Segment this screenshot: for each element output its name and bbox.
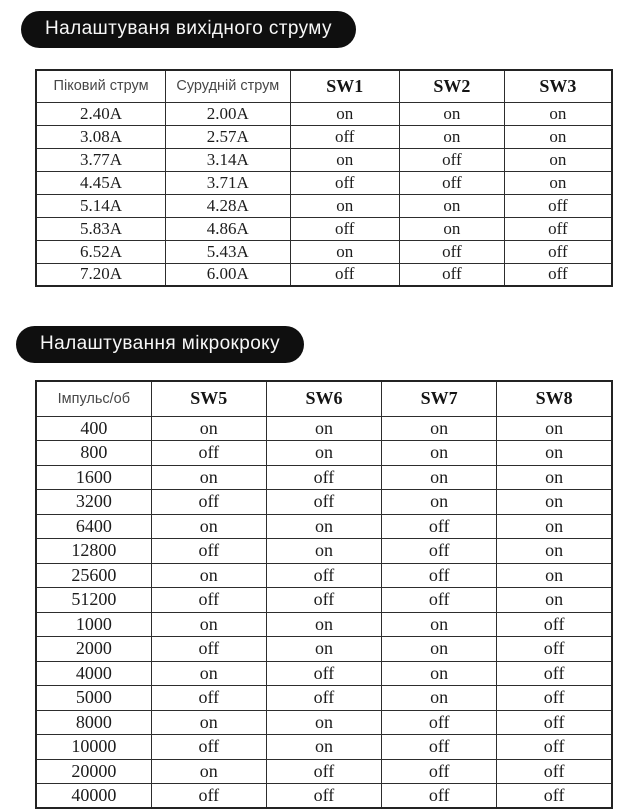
switch-state-cell: off [151, 490, 266, 515]
switch-state-cell: on [266, 514, 381, 539]
switch-state-cell: off [151, 588, 266, 613]
switch-state-cell: on [151, 759, 266, 784]
switch-state-cell: off [266, 661, 381, 686]
table-row [36, 563, 612, 588]
row-value-cell: 6400 [36, 514, 151, 539]
table-row [36, 637, 612, 662]
switch-state-cell: on [504, 148, 612, 171]
table-row [36, 759, 612, 784]
switch-state-cell: off [399, 171, 504, 194]
row-value-cell: 7.20A [36, 263, 166, 286]
switch-state-cell: off [151, 539, 266, 564]
table-row [36, 539, 612, 564]
switch-state-cell: off [382, 539, 497, 564]
switch-state-cell: off [399, 263, 504, 286]
switch-state-cell: off [151, 637, 266, 662]
row-value-cell: 5000 [36, 686, 151, 711]
switch-state-cell: off [266, 490, 381, 515]
switch-state-cell: on [382, 416, 497, 441]
switch-state-cell: off [382, 759, 497, 784]
row-value-cell: 2000 [36, 637, 151, 662]
row-value-cell: 25600 [36, 563, 151, 588]
switch-state-cell: 3.71A [166, 171, 290, 194]
switch-state-cell: off [504, 217, 612, 240]
switch-state-cell: off [266, 465, 381, 490]
table-row [36, 612, 612, 637]
table-row [36, 148, 612, 171]
table-row [36, 661, 612, 686]
switch-state-cell: on [290, 240, 399, 263]
switch-state-cell: on [497, 588, 612, 613]
row-value-cell: 5.83A [36, 217, 166, 240]
switch-state-cell: on [497, 490, 612, 515]
switch-state-cell: on [497, 563, 612, 588]
switch-state-cell: on [266, 637, 381, 662]
switch-state-cell: on [382, 441, 497, 466]
switch-state-cell: on [290, 148, 399, 171]
switch-state-cell: off [497, 612, 612, 637]
switch-state-cell: on [290, 194, 399, 217]
switch-state-cell: off [290, 263, 399, 286]
microstep-section [0, 287, 640, 809]
table-row [36, 194, 612, 217]
switch-state-cell: on [497, 539, 612, 564]
switch-state-cell: on [290, 102, 399, 125]
microstep-table [35, 380, 613, 809]
switch-state-cell: 3.14A [166, 148, 290, 171]
output-current-table [35, 69, 613, 287]
switch-state-cell: 2.00A [166, 102, 290, 125]
switch-state-cell: on [497, 514, 612, 539]
table-row [36, 217, 612, 240]
switch-state-cell: off [399, 240, 504, 263]
switch-state-cell: on [266, 416, 381, 441]
switch-state-cell: off [151, 784, 266, 809]
table-row [36, 240, 612, 263]
switch-state-cell: off [504, 240, 612, 263]
table-row [36, 441, 612, 466]
row-value-cell: 3200 [36, 490, 151, 515]
switch-state-cell: off [497, 661, 612, 686]
switch-state-cell: off [266, 563, 381, 588]
table-row [36, 588, 612, 613]
switch-state-cell: on [266, 539, 381, 564]
table-row [36, 514, 612, 539]
switch-state-cell: off [497, 735, 612, 760]
table-row [36, 102, 612, 125]
output-current-section [0, 0, 640, 287]
table-row [36, 416, 612, 441]
switch-state-cell: 2.57A [166, 125, 290, 148]
switch-state-cell: off [382, 588, 497, 613]
row-value-cell: 1600 [36, 465, 151, 490]
switch-state-cell: off [266, 784, 381, 809]
switch-state-cell: off [382, 710, 497, 735]
row-value-cell: 3.08A [36, 125, 166, 148]
switch-state-cell: on [151, 465, 266, 490]
switch-state-cell: 5.43A [166, 240, 290, 263]
row-value-cell: 8000 [36, 710, 151, 735]
row-value-cell: 10000 [36, 735, 151, 760]
column-header: Сурудній струм [166, 70, 290, 102]
switch-state-cell: on [504, 171, 612, 194]
microstep-table-header-row [36, 381, 612, 416]
switch-state-cell: off [382, 514, 497, 539]
row-value-cell: 800 [36, 441, 151, 466]
column-header: SW3 [504, 70, 612, 102]
switch-state-cell: on [382, 661, 497, 686]
row-value-cell: 1000 [36, 612, 151, 637]
row-value-cell: 20000 [36, 759, 151, 784]
column-header: Піковий струм [36, 70, 166, 102]
column-header: SW1 [290, 70, 399, 102]
switch-state-cell: on [151, 661, 266, 686]
table-row [36, 735, 612, 760]
column-header: Імпульс/об [36, 381, 151, 416]
column-header: SW5 [151, 381, 266, 416]
switch-state-cell: off [382, 784, 497, 809]
switch-state-cell: off [266, 759, 381, 784]
row-value-cell: 40000 [36, 784, 151, 809]
switch-state-cell: on [497, 465, 612, 490]
row-value-cell: 2.40A [36, 102, 166, 125]
switch-state-cell: off [504, 263, 612, 286]
row-value-cell: 4.45A [36, 171, 166, 194]
switch-state-cell: off [497, 784, 612, 809]
table-row [36, 125, 612, 148]
switch-state-cell: off [399, 148, 504, 171]
switch-state-cell: off [290, 125, 399, 148]
switch-state-cell: off [382, 735, 497, 760]
switch-state-cell: 4.28A [166, 194, 290, 217]
microstep-section-title: Налаштування мікрокроку [16, 326, 304, 363]
switch-state-cell: off [497, 710, 612, 735]
switch-state-cell: off [497, 686, 612, 711]
switch-state-cell: on [266, 441, 381, 466]
output-current-table-header-row [36, 70, 612, 102]
switch-state-cell: on [266, 612, 381, 637]
switch-state-cell: 6.00A [166, 263, 290, 286]
row-value-cell: 3.77A [36, 148, 166, 171]
switch-state-cell: on [399, 125, 504, 148]
switch-state-cell: off [151, 686, 266, 711]
table-row [36, 263, 612, 286]
row-value-cell: 400 [36, 416, 151, 441]
switch-state-cell: off [151, 441, 266, 466]
switch-state-cell: on [399, 217, 504, 240]
switch-state-cell: off [504, 194, 612, 217]
switch-state-cell: off [382, 563, 497, 588]
switch-state-cell: off [290, 217, 399, 240]
switch-state-cell: off [497, 759, 612, 784]
switch-state-cell: off [266, 588, 381, 613]
table-row [36, 686, 612, 711]
switch-state-cell: on [151, 514, 266, 539]
row-value-cell: 6.52A [36, 240, 166, 263]
column-header: SW7 [382, 381, 497, 416]
switch-state-cell: on [382, 686, 497, 711]
table-row [36, 490, 612, 515]
table-row [36, 710, 612, 735]
switch-state-cell: on [266, 710, 381, 735]
row-value-cell: 4000 [36, 661, 151, 686]
switch-state-cell: on [382, 490, 497, 515]
switch-state-cell: on [151, 710, 266, 735]
switch-state-cell: on [151, 416, 266, 441]
output-current-section-title: Налаштуваня вихідного струму [21, 11, 356, 48]
switch-state-cell: on [497, 441, 612, 466]
column-header: SW8 [497, 381, 612, 416]
switch-state-cell: on [504, 125, 612, 148]
table-row [36, 784, 612, 809]
switch-state-cell: on [399, 102, 504, 125]
row-value-cell: 5.14A [36, 194, 166, 217]
column-header: SW2 [399, 70, 504, 102]
switch-state-cell: 4.86A [166, 217, 290, 240]
switch-state-cell: on [399, 194, 504, 217]
column-header: SW6 [266, 381, 381, 416]
switch-state-cell: off [151, 735, 266, 760]
switch-state-cell: on [266, 735, 381, 760]
switch-state-cell: on [382, 612, 497, 637]
switch-state-cell: on [504, 102, 612, 125]
switch-state-cell: on [151, 563, 266, 588]
row-value-cell: 51200 [36, 588, 151, 613]
switch-state-cell: on [382, 465, 497, 490]
switch-state-cell: on [497, 416, 612, 441]
switch-state-cell: off [290, 171, 399, 194]
row-value-cell: 12800 [36, 539, 151, 564]
switch-state-cell: off [266, 686, 381, 711]
switch-state-cell: off [497, 637, 612, 662]
switch-state-cell: on [382, 637, 497, 662]
table-row [36, 171, 612, 194]
table-row [36, 465, 612, 490]
switch-state-cell: on [151, 612, 266, 637]
